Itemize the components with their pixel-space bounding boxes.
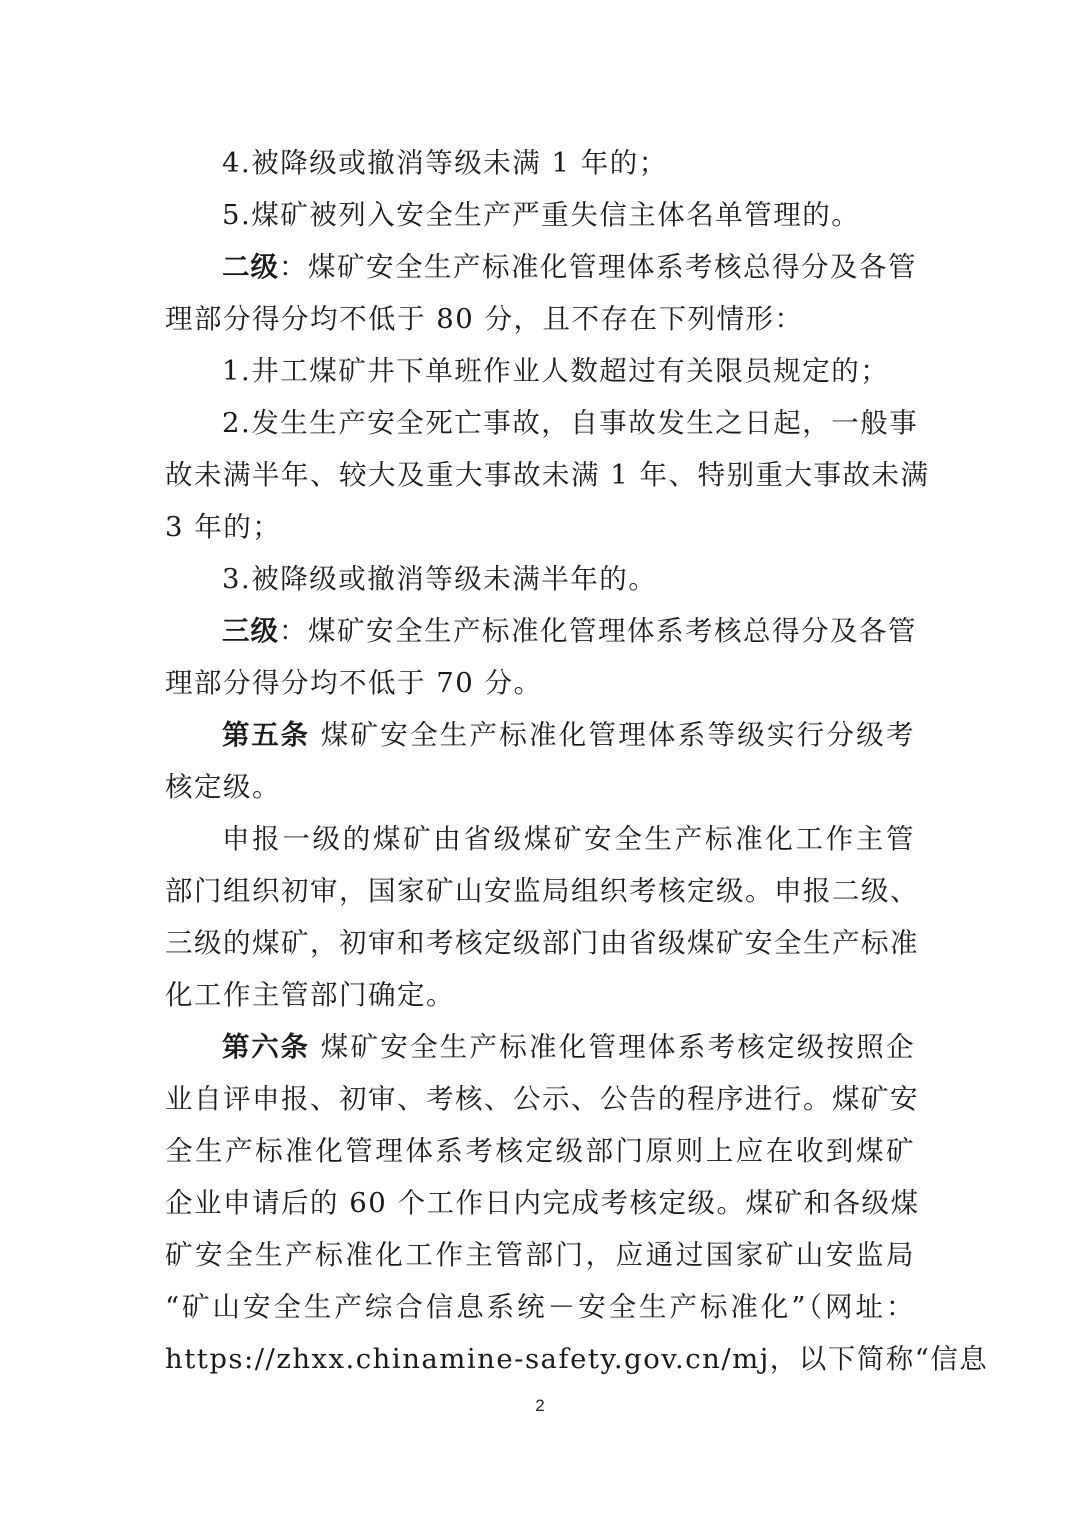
article-six-line-1 <box>222 1021 915 1073</box>
level-three-paragraph-line-2: 理部分得分均不低于 70 分。 <box>165 667 543 699</box>
level-two-item-2-line-2: 故未满半年、较大及重大事故未满 1 年、特别重大事故未满 <box>165 459 930 491</box>
article-six-line-5: 矿安全生产标准化工作主管部门，应通过国家矿山安监局 <box>165 1239 915 1271</box>
declaration-paragraph-line-2: 部门组织初审，国家矿山安监局组织考核定级。申报二级、 <box>165 875 919 907</box>
article-six-line-2: 业自评申报、初审、考核、公示、公告的程序进行。煤矿安 <box>165 1083 919 1115</box>
list-item-5: 5.煤矿被列入安全生产严重失信主体名单管理的。 <box>222 199 861 231</box>
article-five-text: 煤矿安全生产标准化管理体系等级实行分级考 <box>309 719 915 751</box>
level-two-item-2-line-1: 2.发生生产安全死亡事故，自事故发生之日起，一般事 <box>222 407 919 439</box>
article-six-heading: 第六条 <box>222 1031 310 1063</box>
level-two-item-3: 3.被降级或撤消等级未满半年的。 <box>222 563 658 595</box>
level-two-paragraph-line-1 <box>222 241 915 293</box>
level-two-text: ：煤矿安全生产标准化管理体系考核总得分及各管 <box>279 251 917 283</box>
article-five-line-1 <box>222 709 915 761</box>
article-six-line-3: 全生产标准化管理体系考核定级部门原则上应在收到煤矿 <box>165 1135 915 1167</box>
level-two-item-1: 1.井工煤矿井下单班作业人数超过有关限员规定的； <box>222 355 890 387</box>
page-number: 2 <box>535 1396 545 1415</box>
article-six-text: 煤矿安全生产标准化管理体系考核定级按照企 <box>309 1031 915 1063</box>
level-two-paragraph-line-2: 理部分得分均不低于 80 分，且不存在下列情形： <box>165 303 804 335</box>
article-six-line-6: “矿山安全生产综合信息系统－安全生产标准化”（网址： <box>165 1291 915 1323</box>
level-three-text: ：煤矿安全生产标准化管理体系考核总得分及各管 <box>279 615 917 647</box>
level-two-heading: 二级 <box>222 251 279 283</box>
level-two-item-2-line-3: 3 年的； <box>165 511 282 543</box>
article-six-line-7: https://zhxx.chinamine-safety.gov.cn/mj，以下简称“信息 <box>165 1343 989 1375</box>
article-six-line-4: 企业申请后的 60 个工作日内完成考核定级。煤矿和各级煤 <box>165 1187 920 1219</box>
level-three-paragraph-line-1 <box>222 605 915 657</box>
declaration-paragraph-line-3: 三级的煤矿，初审和考核定级部门由省级煤矿安全生产标准 <box>165 927 919 959</box>
article-five-line-2: 核定级。 <box>165 771 281 803</box>
level-three-heading: 三级 <box>222 615 279 647</box>
declaration-paragraph-line-1: 申报一级的煤矿由省级煤矿安全生产标准化工作主管 <box>222 823 915 855</box>
article-five-heading: 第五条 <box>222 719 310 751</box>
declaration-paragraph-line-4: 化工作主管部门确定。 <box>165 979 455 1011</box>
list-item-4: 4.被降级或撤消等级未满 1 年的； <box>222 147 668 179</box>
